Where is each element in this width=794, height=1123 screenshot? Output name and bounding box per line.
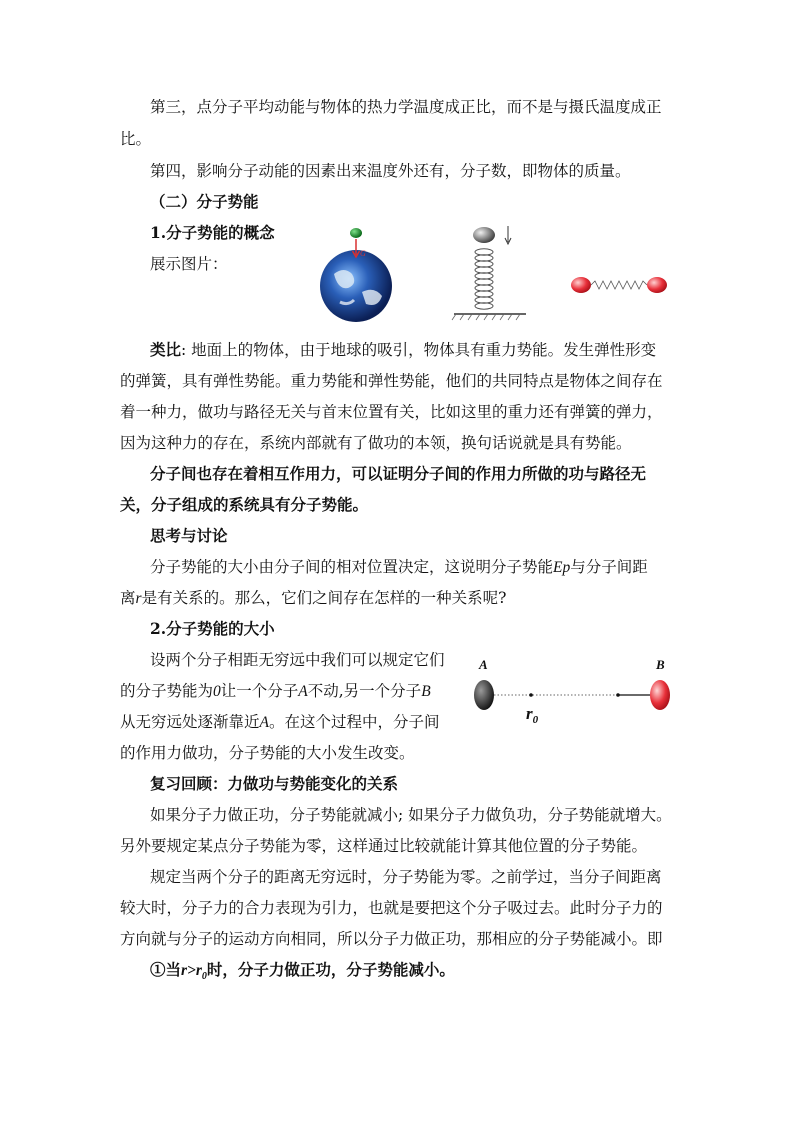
- label-r0: $r_0$: [526, 704, 539, 725]
- paragraph-fourth: 第四，影响分子动能的因素出来温度外还有，分子数，即物体的质量。: [150, 162, 631, 180]
- heading-concept: 1.分子势能的概念: [150, 223, 275, 242]
- analogy-line-3: 着一种力，做功与路径无关与首末位置有关，比如这里的重力还有弹簧的弹力，: [120, 403, 663, 421]
- heading-review: 复习回顾：力做功与势能变化的关系: [150, 774, 399, 793]
- heading-think-discuss: 思考与讨论: [150, 526, 228, 545]
- spring-ball-figure: [446, 222, 530, 322]
- conclusion-line: ①当$r>r_0$时，分子力做正功，分子势能减小。: [150, 960, 455, 983]
- earth-icon: [320, 250, 392, 322]
- molecule-left-icon: [571, 277, 591, 293]
- green-ball-icon: [350, 228, 362, 238]
- heading-potential-size: 2.分子势能的大小: [150, 619, 275, 638]
- gravity-label: G: [360, 249, 366, 258]
- bold-statement-line-2: 关，分子组成的系统具有分子势能。: [120, 495, 369, 514]
- molecule-right-icon: [647, 277, 667, 293]
- think-line-2: 离r是有关系的。那么，它们之间存在怎样的一种关系呢?: [120, 589, 507, 607]
- size-line-4: 的作用力做功，分子势能的大小发生改变。: [120, 744, 415, 762]
- rule-line-2: 较大时，分子力的合力表现为引力，也就是要把这个分子吸过去。此时分子力的: [120, 899, 663, 917]
- review-line-1: 如果分子力做正功，分子势能就减小; 如果分子力做负功，分子势能就增大。: [150, 806, 672, 824]
- molecules-ab-figure: [468, 655, 678, 725]
- size-line-2: 的分子势能为0让一个分子A不动,另一个分子B: [120, 682, 431, 700]
- size-line-1: 设两个分子相距无穷远中我们可以规定它们: [150, 651, 445, 669]
- size-line-3: 从无穷远处逐渐靠近A。在这个过程中，分子间: [120, 713, 440, 731]
- analogy-line-2: 的弹簧，具有弹性势能。重力势能和弹性势能，他们的共同特点是物体之间存在: [120, 372, 663, 390]
- rule-line-3: 方向就与分子的运动方向相同，所以分子力做正功，那相应的分子势能减小。即: [120, 930, 663, 948]
- label-b: B: [656, 657, 665, 672]
- molecule-b-icon: [650, 680, 670, 710]
- ball-icon: [473, 227, 495, 243]
- analogy-line-1: 类比: 地面上的物体，由于地球的吸引，物体具有重力势能。发生弹性形变: [150, 340, 657, 359]
- spring-icon: [475, 249, 493, 309]
- bond-spring-icon: [591, 281, 647, 289]
- paragraph-third: 第三，点分子平均动能与物体的热力学温度成正比，而不是与摄氏温度成正: [150, 98, 662, 116]
- analogy-line-4: 因为这种力的存在，系统内部就有了做功的本领，换句话说就是具有势能。: [120, 434, 632, 452]
- think-line-1: 分子势能的大小由分子间的相对位置决定，这说明分子势能Ep与分子间距: [150, 558, 648, 576]
- molecule-a-icon: [474, 680, 494, 710]
- bold-statement-line-1: 分子间也存在着相互作用力，可以证明分子间的作用力所做的功与路径无: [150, 464, 647, 483]
- show-pictures-text: 展示图片：: [150, 255, 228, 273]
- label-a: A: [479, 657, 488, 672]
- paragraph-third-cont: 比。: [120, 130, 152, 148]
- section-heading-potential: （二）分子势能: [150, 192, 259, 211]
- molecule-spring-figure: [568, 274, 670, 298]
- review-line-2: 另外要规定某点分子势能为零，这样通过比较就能计算其他位置的分子势能。: [120, 837, 648, 855]
- rule-line-1: 规定当两个分子的距离无穷远时，分子势能为零。之前学过，当分子间距离: [150, 868, 662, 886]
- earth-gravity-figure: [312, 222, 404, 324]
